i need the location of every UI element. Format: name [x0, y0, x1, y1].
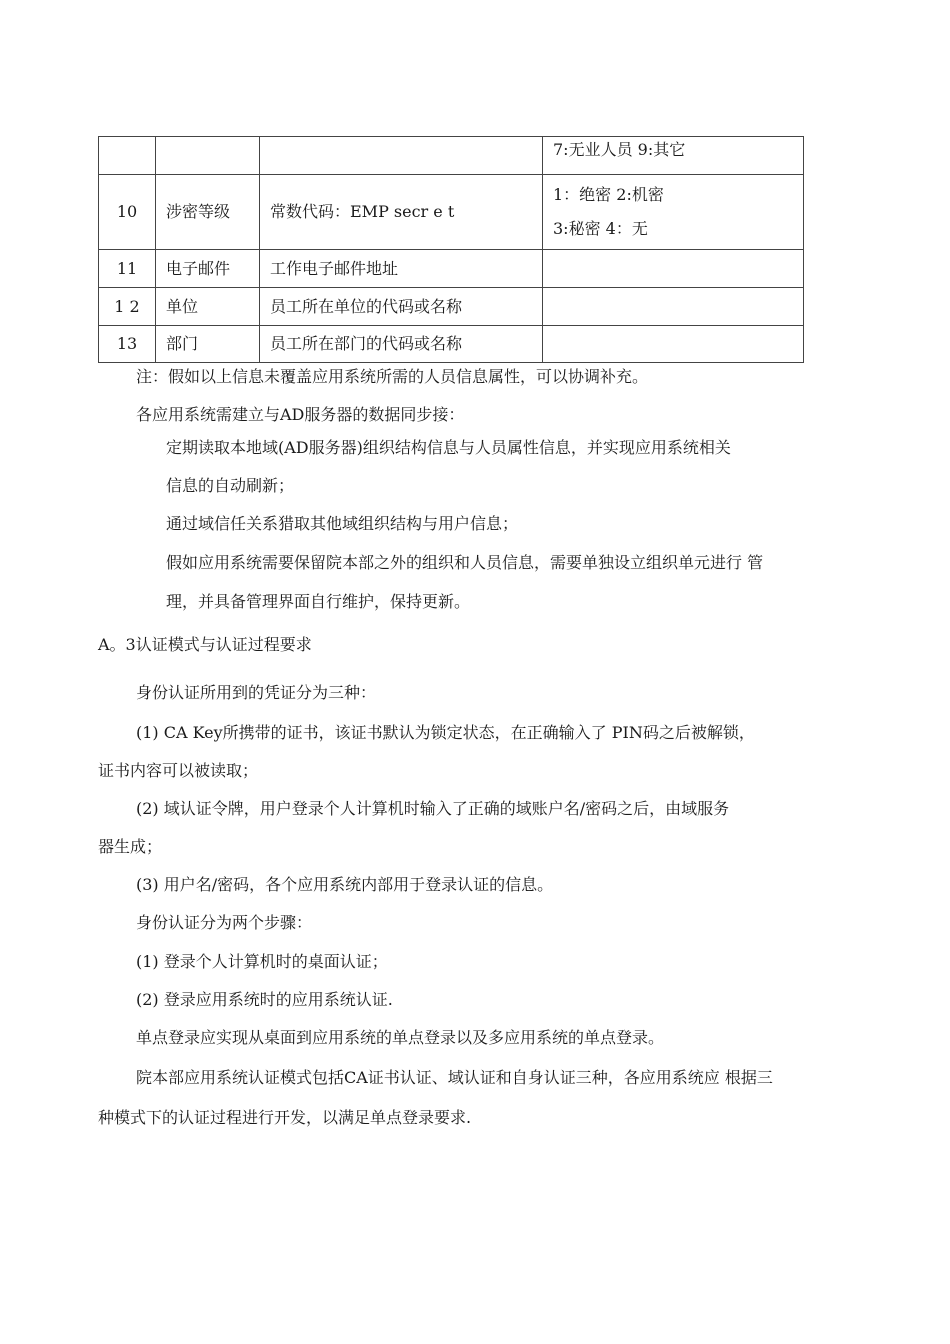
table-row	[99, 175, 804, 250]
attribute-description: 员工所在部门的代码或名称	[260, 326, 543, 363]
attribute-name: 部门	[156, 326, 260, 363]
credential-1-cont: 证书内容可以被读取；	[98, 761, 259, 780]
attribute-name	[156, 137, 260, 175]
credential-3: (3) 用户名/密码，各个应用系统内部用于登录认证的信息。	[136, 875, 554, 894]
attribute-values	[543, 137, 804, 175]
table-row	[99, 250, 804, 288]
credential-2-cont: 器生成；	[98, 837, 163, 856]
table-row	[99, 137, 804, 175]
sync-item-1: 定期读取本地域(AD服务器)组织结构信息与人员属性信息，并实现应用系统相关	[166, 438, 731, 457]
auth-modes-cont: 种模式下的认证过程进行开发，以满足单点登录要求.	[98, 1108, 472, 1127]
attribute-description: 工作电子邮件地址	[260, 250, 543, 288]
attribute-description: 常数代码：EMP secr e t	[260, 175, 543, 250]
attribute-values	[543, 288, 804, 326]
attribute-values	[543, 326, 804, 363]
sso-requirement: 单点登录应实现从桌面到应用系统的单点登录以及多应用系统的单点登录。	[136, 1028, 665, 1047]
table-row	[99, 288, 804, 326]
credentials-intro: 身份认证所用到的凭证分为三种：	[136, 683, 377, 702]
value-line: 1：绝密 2:机密	[553, 185, 664, 204]
personnel-attribute-table	[98, 136, 804, 363]
credential-1: (1) CA Key所携带的证书，该证书默认为锁定状态，在正确输入了 PIN码之后被解锁，	[136, 723, 755, 742]
sync-item-1-cont: 信息的自动刷新；	[166, 476, 295, 495]
value-line: 3:秘密 4：无	[553, 219, 648, 238]
attribute-values	[543, 250, 804, 288]
attribute-name: 单位	[156, 288, 260, 326]
table-row	[99, 326, 804, 363]
table-note: 注：假如以上信息未覆盖应用系统所需的人员信息属性，可以协调补充。	[136, 367, 649, 386]
auth-modes: 院本部应用系统认证模式包括CA证书认证、域认证和自身认证三种，各应用系统应 根据三	[136, 1068, 773, 1087]
attribute-values	[543, 175, 804, 250]
value-line: 7:无业人员 9:其它	[553, 140, 686, 159]
steps-intro: 身份认证分为两个步骤：	[136, 913, 313, 932]
attribute-name: 电子邮件	[156, 250, 260, 288]
section-heading: A。3认证模式与认证过程要求	[98, 635, 312, 654]
attribute-description: 员工所在单位的代码或名称	[260, 288, 543, 326]
attribute-name: 涉密等级	[156, 175, 260, 250]
row-number: 11	[99, 250, 156, 288]
step-2: (2) 登录应用系统时的应用系统认证.	[136, 990, 393, 1009]
step-1: (1) 登录个人计算机时的桌面认证；	[136, 952, 388, 971]
sync-item-2: 通过域信任关系猎取其他域组织结构与用户信息；	[166, 514, 519, 533]
row-number	[99, 137, 156, 175]
attribute-description	[260, 137, 543, 175]
row-number: 1 2	[99, 288, 156, 326]
sync-item-3-cont: 理，并具备管理界面自行维护，保持更新。	[166, 592, 471, 611]
sync-intro: 各应用系统需建立与AD服务器的数据同步接：	[136, 405, 465, 424]
row-number: 13	[99, 326, 156, 363]
credential-2: (2) 域认证令牌，用户登录个人计算机时输入了正确的域账户名/密码之后，由域服务	[136, 799, 730, 818]
row-number: 10	[99, 175, 156, 250]
sync-item-3: 假如应用系统需要保留院本部之外的组织和人员信息，需要单独设立组织单元进行 管	[166, 553, 764, 572]
